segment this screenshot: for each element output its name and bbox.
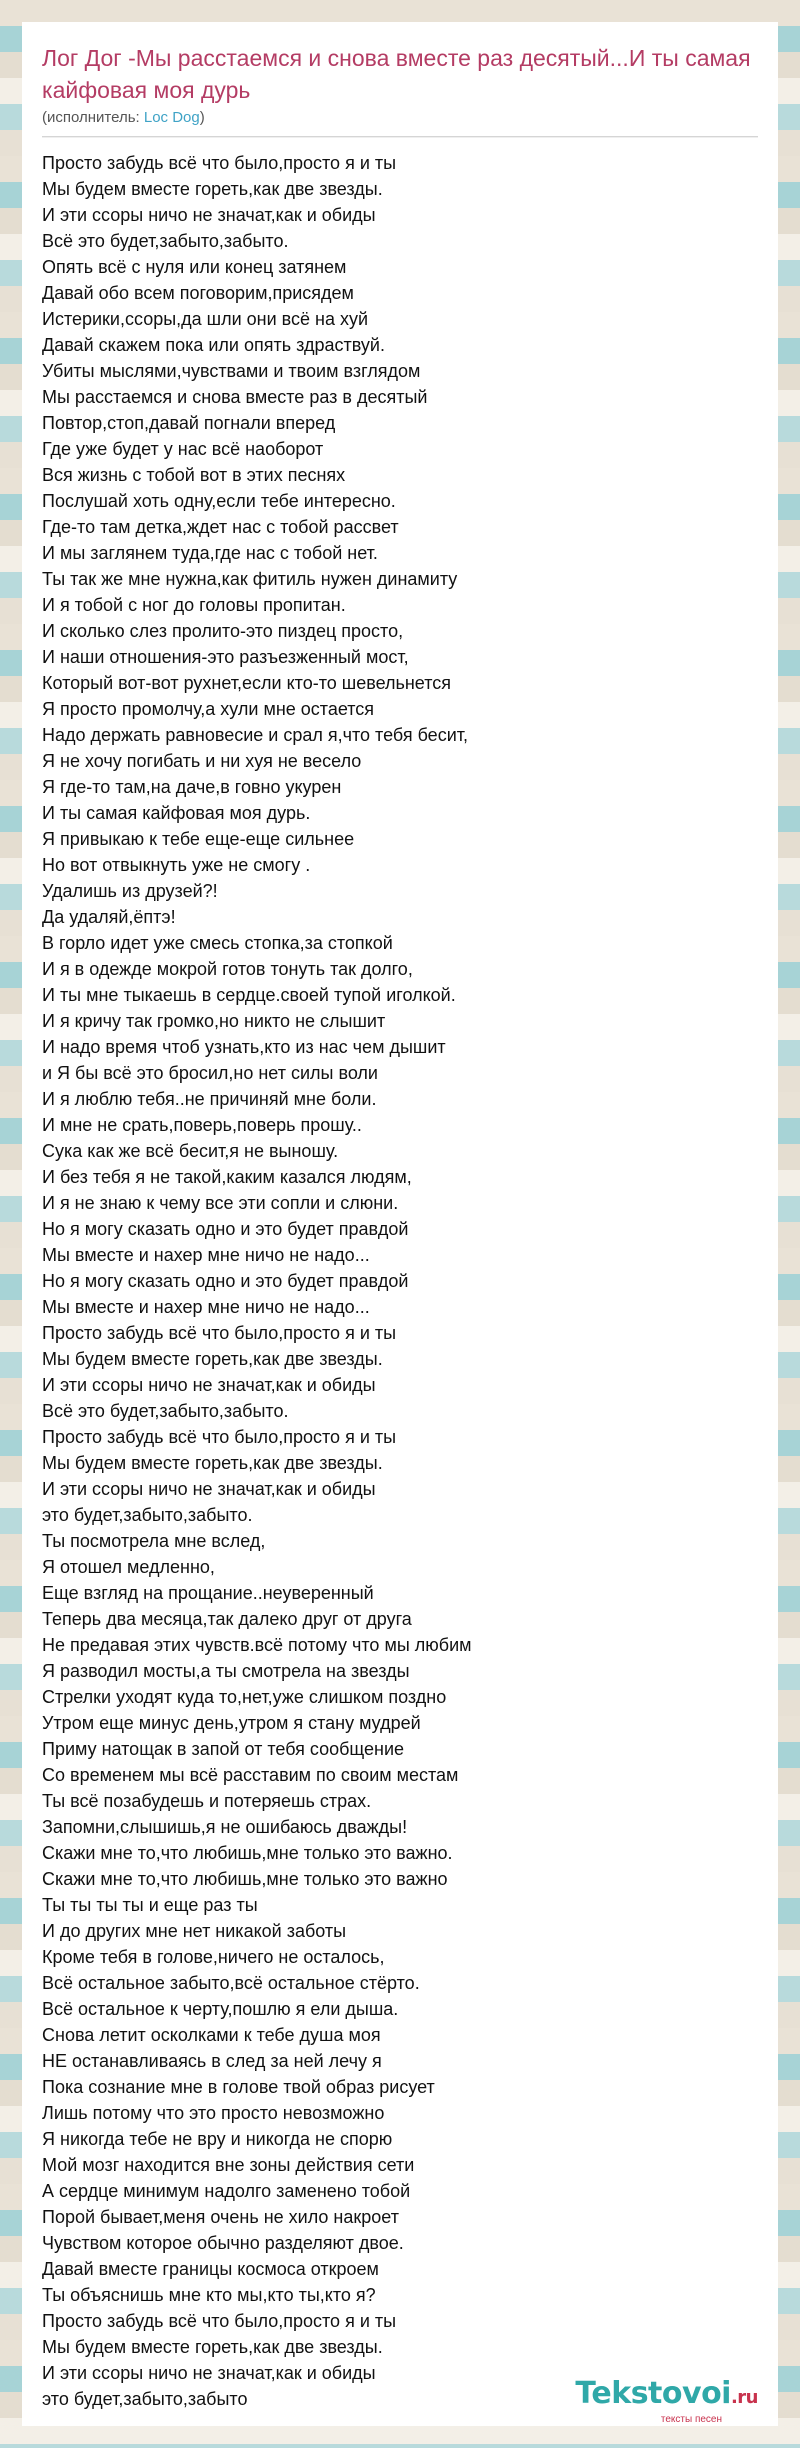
logo-tagline: тексты песен: [660, 2414, 722, 2425]
lyrics-text: [42, 150, 758, 2412]
lyric-line: И я люблю тебя..не причиняй мне боли.: [42, 1089, 377, 1109]
lyric-line: Чувством которое обычно разделяют двое.: [42, 2233, 404, 2253]
lyric-line: Мой мозг находится вне зоны действия сети: [42, 2155, 415, 2175]
lyric-line: Где уже будет у нас всё наоборот: [42, 439, 324, 459]
lyric-line: Всё это будет,забыто,забыто.: [42, 231, 289, 251]
lyric-line: Всё остальное к черту,пошлю я ели дыша.: [42, 1999, 399, 2019]
lyric-line: И ты мне тыкаешь в сердце.своей тупой иголкой.: [42, 985, 456, 1005]
lyric-line: И мне не срать,поверь,поверь прошу..: [42, 1115, 362, 1135]
lyric-line: Мы вместе и нахер мне ничо не надо...: [42, 1297, 370, 1317]
performer-prefix: (исполнитель:: [42, 109, 144, 126]
lyric-line: Мы будем вместе гореть,как две звезды.: [42, 2337, 383, 2357]
lyric-line: Давай вместе границы космоса откроем: [42, 2259, 379, 2279]
lyric-line: И я кричу так громко,но никто не слышит: [42, 1011, 386, 1031]
lyric-line: Я отошел медленно,: [42, 1557, 215, 1577]
lyric-line: Просто забудь всё что было,просто я и ты: [42, 153, 397, 173]
lyric-line: Но я могу сказать одно и это будет правдой: [42, 1219, 409, 1239]
lyric-line: это будет,забыто,забыто.: [42, 1505, 253, 1525]
lyric-line: И ты самая кайфовая моя дурь.: [42, 803, 311, 823]
performer-link[interactable]: Loc Dog: [143, 109, 200, 126]
lyric-line: И эти ссоры ничо не значат,как и обиды: [42, 2363, 376, 2383]
logo-tld: .ru: [730, 2387, 758, 2408]
lyric-line: А сердце минимум надолго заменено тобой: [42, 2181, 411, 2201]
lyric-line: И я тобой с ног до головы пропитан.: [42, 595, 346, 615]
lyric-line: Приму натощак в запой от тебя сообщение: [42, 1739, 405, 1759]
lyric-line: И эти ссоры ничо не значат,как и обиды: [42, 1479, 376, 1499]
lyric-line: И надо время чтоб узнать,кто из нас чем дышит: [42, 1037, 446, 1057]
lyric-line: Удалишь из друзей?!: [42, 881, 218, 901]
lyric-line: Порой бывает,меня очень не хило накроет: [42, 2207, 399, 2227]
lyric-line: Просто забудь всё что было,просто я и ты: [42, 1323, 397, 1343]
lyric-line: Вся жизнь с тобой вот в этих песнях: [42, 465, 346, 485]
lyric-line: Мы будем вместе гореть,как две звезды.: [42, 1349, 383, 1369]
lyric-line: Где-то там детка,ждет нас с тобой рассвет: [42, 517, 399, 537]
lyric-line: Убиты мыслями,чувствами и твоим взглядом: [42, 361, 421, 381]
lyric-line: Не предавая этих чувств.всё потому что мы любим: [42, 1635, 472, 1655]
lyric-line: И я в одежде мокрой готов тонуть так долго,: [42, 959, 413, 979]
lyric-line: В горло идет уже смесь стопка,за стопкой: [42, 933, 393, 953]
lyric-line: Давай обо всем поговорим,присядем: [42, 283, 354, 303]
lyric-line: И я не знаю к чему все эти сопли и слюни.: [42, 1193, 399, 1213]
lyric-line: Запомни,слышишь,я не ошибаюсь дважды!: [42, 1817, 408, 1837]
site-logo[interactable]: [575, 2378, 758, 2426]
lyric-line: Скажи мне то,что любишь,мне только это важно.: [42, 1843, 453, 1863]
lyric-line: Лишь потому что это просто невозможно: [42, 2103, 385, 2123]
lyric-line: Который вот-вот рухнет,если кто-то шевельнется: [42, 673, 451, 693]
divider: [42, 136, 758, 138]
lyric-line: И сколько слез пролито-это пиздец просто,: [42, 621, 404, 641]
lyric-line: и Я бы всё это бросил,но нет силы воли: [42, 1063, 378, 1083]
lyric-line: Я разводил мосты,а ты смотрела на звезды: [42, 1661, 410, 1681]
lyric-line: Всё остальное забыто,всё остальное стёрто.: [42, 1973, 420, 1993]
lyric-line: Но я могу сказать одно и это будет правдой: [42, 1271, 409, 1291]
lyric-line: Стрелки уходят куда то,нет,уже слишком поздно: [42, 1687, 447, 1707]
lyric-line: Послушай хоть одну,если тебе интересно.: [42, 491, 396, 511]
lyric-line: И наши отношения-это разъезженный мост,: [42, 647, 409, 667]
lyric-line: Мы будем вместе гореть,как две звезды.: [42, 1453, 383, 1473]
performer-suffix: ): [199, 109, 205, 126]
lyric-line: Скажи мне то,что любишь,мне только это важно: [42, 1869, 448, 1889]
lyric-line: Я привыкаю к тебе еще-еще сильнее: [42, 829, 355, 849]
lyric-line: Просто забудь всё что было,просто я и ты: [42, 1427, 397, 1447]
lyric-line: Да удаляй,ёптэ!: [42, 907, 176, 927]
lyric-line: Истерики,ссоры,да шли они всё на хуй: [42, 309, 369, 329]
lyric-line: Я где-то там,на даче,в говно укурен: [42, 777, 342, 797]
lyric-line: Сука как же всё бесит,я не выношу.: [42, 1141, 339, 1161]
lyric-line: Повтор,стоп,давай погнали вперед: [42, 413, 336, 433]
lyric-line: Я не хочу погибать и ни хуя не весело: [42, 751, 362, 771]
lyric-line: Утром еще минус день,утром я стану мудрей: [42, 1713, 421, 1733]
lyric-line: Теперь два месяца,так далеко друг от друга: [42, 1609, 412, 1629]
lyric-line: Давай скажем пока или опять здраствуй.: [42, 335, 385, 355]
lyric-line: Снова летит осколками к тебе душа моя: [42, 2025, 381, 2045]
lyrics-card: [22, 22, 778, 2426]
performer-line: [42, 108, 758, 128]
lyric-line: И эти ссоры ничо не значат,как и обиды: [42, 205, 376, 225]
lyric-line: Кроме тебя в голове,ничего не осталось,: [42, 1947, 385, 1967]
lyric-line: И до других мне нет никакой заботы: [42, 1921, 347, 1941]
lyric-line: Ты так же мне нужна,как фитиль нужен динамиту: [42, 569, 458, 589]
song-title: Лог Дог -Мы расстаемся и снова вместе раз десятый...И ты самая кайфовая моя дурь: [42, 45, 751, 103]
lyric-line: И без тебя я не такой,каким казался людям,: [42, 1167, 412, 1187]
logo-name: Tekstovoi: [575, 2376, 731, 2411]
lyric-line: Но вот отвыкнуть уже не смогу .: [42, 855, 311, 875]
lyric-line: Всё это будет,забыто,забыто.: [42, 1401, 289, 1421]
lyric-line: Ты посмотрела мне вслед,: [42, 1531, 266, 1551]
lyric-line: Мы будем вместе гореть,как две звезды.: [42, 179, 383, 199]
lyric-line: Я просто промолчу,а хули мне остается: [42, 699, 375, 719]
lyric-line: Надо держать равновесие и срал я,что тебя бесит,: [42, 725, 468, 745]
lyric-line: Просто забудь всё что было,просто я и ты: [42, 2311, 397, 2331]
lyric-line: это будет,забыто,забыто: [42, 2389, 248, 2409]
lyric-line: Ты ты ты ты и еще раз ты: [42, 1895, 258, 1915]
lyric-line: Опять всё с нуля или конец затянем: [42, 257, 347, 277]
logo-wordmark: [575, 2378, 758, 2414]
lyric-line: Пока сознание мне в голове твой образ рисует: [42, 2077, 435, 2097]
lyric-line: Ты объяснишь мне кто мы,кто ты,кто я?: [42, 2285, 376, 2305]
lyric-line: Еще взгляд на прощание..неуверенный: [42, 1583, 374, 1603]
lyric-line: Мы расстаемся и снова вместе раз в десятый: [42, 387, 428, 407]
lyric-line: И мы заглянем туда,где нас с тобой нет.: [42, 543, 378, 563]
lyric-line: Со временем мы всё расставим по своим местам: [42, 1765, 459, 1785]
lyric-line: НЕ останавливаясь в след за ней лечу я: [42, 2051, 382, 2071]
lyric-line: Ты всё позабудешь и потеряешь страх.: [42, 1791, 372, 1811]
lyric-line: Я никогда тебе не вру и никогда не спорю: [42, 2129, 393, 2149]
lyric-line: Мы вместе и нахер мне ничо не надо...: [42, 1245, 370, 1265]
lyric-line: И эти ссоры ничо не значат,как и обиды: [42, 1375, 376, 1395]
